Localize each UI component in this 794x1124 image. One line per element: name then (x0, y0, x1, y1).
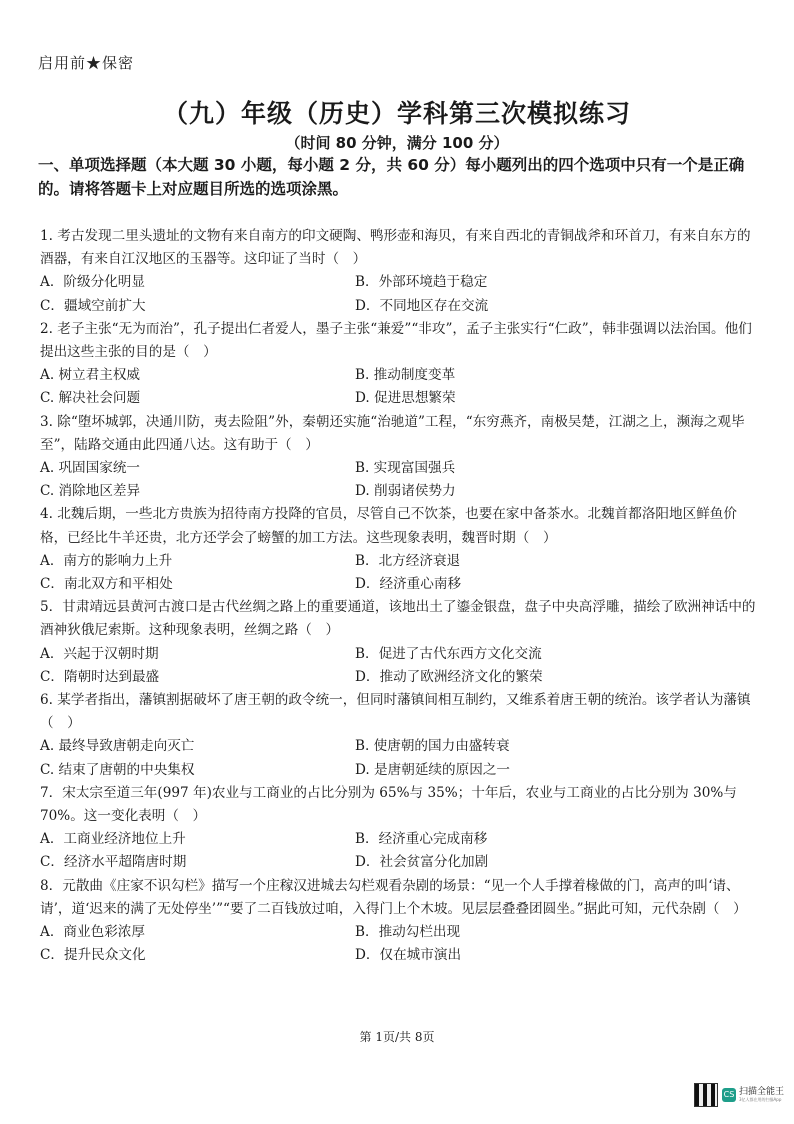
watermark-subtext: 3亿人都在用的扫描App (739, 1097, 782, 1102)
question-item (40, 411, 762, 504)
section-instructions: 一、单项选择题（本大题 30 小题，每小题 2 分，共 60 分）每小题列出的四个选项中只有一个是正确的。请将答题卡上对应题目所选的选项涂黑。 (38, 156, 745, 198)
question-stem: 6. 某学者指出，藩镇割据破坏了唐王朝的政令统一，但同时藩镇间相互制约，又维系着唐王朝的统治。该学者认为藩镇（ ） (40, 692, 751, 732)
question-stem: 7．宋太宗至道三年(997 年)农业与工商业的占比分别为 65%与 35%；十年后，农业与工商业的占比分别为 30%与 70%。这一变化表明（ ） (40, 784, 737, 825)
answer-options (40, 550, 762, 596)
answer-option: D．经济重心南移 (355, 576, 462, 593)
answer-options (40, 735, 762, 781)
question-stem: 5．甘肃靖远县黄河古渡口是古代丝绸之路上的重要通道，该地出土了鎏金银盘，盘子中央高浮雕，描绘了欧洲神话中的酒神狄俄尼索斯。这种现象表明，丝绸之路（ ） (40, 599, 756, 639)
answer-options (40, 643, 762, 689)
answer-option: A. 最终导致唐朝走向灭亡 (40, 738, 195, 755)
question-item (40, 596, 762, 689)
question-item (40, 503, 762, 596)
answer-option: D．不同地区存在交流 (355, 297, 489, 314)
answer-option: C. 结束了唐朝的中央集权 (40, 761, 195, 778)
answer-option: A．兴起于汉朝时期 (40, 645, 159, 662)
answer-option: C．经济水平超隋唐时期 (40, 854, 187, 871)
exam-duration-score: （时间 80 分钟，满分 100 分） (285, 134, 509, 152)
question-stem: 1. 考古发现二里头遗址的文物有来自南方的印文硬陶、鸭形壶和海贝，有来自西北的青铜战斧和环首刀，有来自东方的酒器，有来自江汉地区的玉器等。这印证了当时（ ） (40, 228, 751, 268)
answer-option: B. 实现富国强兵 (355, 460, 456, 477)
answer-option: B．外部环境趋于稳定 (355, 274, 488, 291)
page-number: 第 1页/共 8页 (359, 1030, 435, 1044)
answer-option: C．南北双方和平相处 (40, 576, 173, 593)
answer-option: D．仅在城市演出 (355, 947, 462, 964)
qr-code-icon (694, 1083, 718, 1107)
question-item (40, 318, 762, 411)
answer-option: B．北方经济衰退 (355, 552, 461, 569)
confidential-label: 启用前★保密 (38, 54, 135, 72)
question-item (40, 225, 762, 318)
answer-option: A．商业色彩浓厚 (40, 924, 145, 941)
camscanner-logo-icon: CS (722, 1088, 736, 1102)
answer-option: C．隋朝时达到最盛 (40, 668, 160, 685)
answer-option: A. 树立君主权威 (40, 367, 141, 384)
question-stem: 2. 老子主张“无为而治”，孔子提出仁者爱人，墨子主张“兼爱”“非攻”，孟子主张实行“仁政”，韩非强调以法治国。他们提出这些主张的目的是（ ） (40, 320, 752, 361)
answer-option: A. 巩固国家统一 (40, 460, 141, 477)
question-stem: 3. 除“堕坏城郭，决通川防，夷去险阻”外，秦朝还实施“治驰道”工程，“东穷燕齐，南极吴楚，江湖之上，濒海之观毕至”，陆路交通由此四通八达。这有助于（ ） (40, 413, 745, 453)
answer-option: A．工商业经济地位上升 (40, 831, 186, 848)
answer-option: B．促进了古代东西方文化交流 (355, 645, 542, 662)
question-item (40, 875, 762, 968)
watermark-text: 扫描全能王 (739, 1087, 785, 1097)
question-list (40, 225, 762, 968)
answer-option: C．疆域空前扩大 (40, 297, 146, 314)
answer-option: C. 解决社会问题 (40, 390, 141, 407)
scanner-watermark (694, 1080, 784, 1110)
question-item (40, 782, 762, 875)
answer-option: B．经济重心完成南移 (355, 831, 488, 848)
answer-option: A．南方的影响力上升 (40, 552, 173, 569)
answer-option: B. 使唐朝的国力由盛转衰 (355, 738, 510, 755)
answer-option: B．推动勾栏出现 (355, 924, 461, 941)
question-item (40, 689, 762, 782)
answer-option: D. 促进思想繁荣 (355, 390, 456, 407)
answer-options (40, 364, 762, 410)
answer-option: D. 削弱诸侯势力 (355, 483, 456, 500)
answer-options (40, 921, 762, 967)
answer-option: B. 推动制度变革 (355, 367, 456, 384)
answer-option: D. 是唐朝延续的原因之一 (355, 761, 510, 778)
answer-option: C．提升民众文化 (40, 947, 146, 964)
answer-options (40, 457, 762, 503)
answer-option: A．阶级分化明显 (40, 274, 145, 291)
answer-options (40, 828, 762, 874)
question-stem: 4. 北魏后期，一些北方贵族为招待南方投降的官员，尽管自己不饮茶，也要在家中备茶水。北魏首都洛阳地区鲜鱼价格，已经比牛羊还贵，北方还学会了螃蟹的加工方法。这些现象表明，魏晋时期（ ） (40, 506, 737, 546)
answer-option: C. 消除地区差异 (40, 483, 141, 500)
answer-option: D．推动了欧洲经济文化的繁荣 (355, 668, 543, 685)
page-title: （九）年级（历史）学科第三次模拟练习 (162, 99, 631, 128)
question-stem: 8．元散曲《庄家不识勾栏》描写一个庄稼汉进城去勾栏观看杂剧的场景：“见一个人手撑着椽做的门，高声的叫‘请、请’，道‘迟来的满了无处停坐’”“要了二百钱放过咱，入得门上个木坡。见层层叠叠团圆坐。”据此可知，元代杂剧（ ） (40, 877, 747, 917)
answer-options (40, 271, 762, 317)
answer-option: D．社会贫富分化加剧 (355, 854, 489, 871)
